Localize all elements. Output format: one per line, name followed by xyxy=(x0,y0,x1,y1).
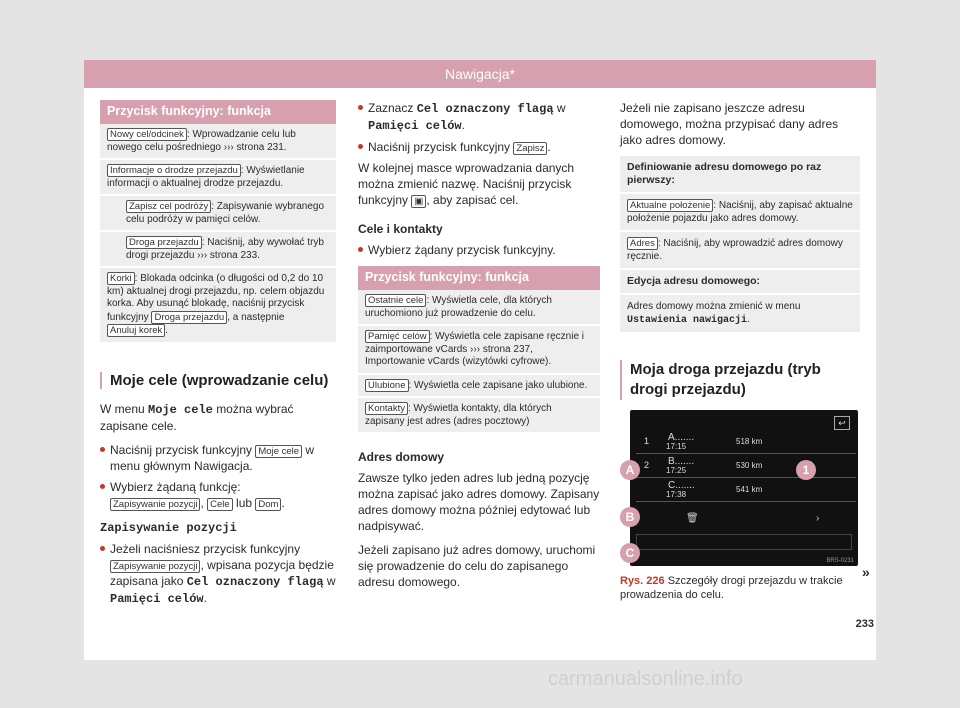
subheading: Adres domowy xyxy=(358,450,445,464)
table-header: Przycisk funkcyjny: funkcja xyxy=(358,266,600,290)
callout-a: A xyxy=(620,460,640,480)
function-key: Nowy cel/odcinek xyxy=(107,128,187,141)
function-key: Zapisz cel podróży xyxy=(126,200,211,213)
function-key: Droga przejazdu xyxy=(126,236,202,249)
route-row: C....... 17:38 541 km xyxy=(636,480,856,502)
route-row xyxy=(636,432,856,454)
callout-b: B xyxy=(620,507,640,527)
column-3 xyxy=(620,100,860,602)
route-toolbar xyxy=(636,510,852,530)
route-row: B....... 17:25 530 km 2 xyxy=(636,456,856,478)
figure-caption: Rys. 226 Szczegóły drogi przejazdu w trakcie prowadzenia do celu. xyxy=(620,575,843,601)
bullet: Jeżeli naciśniesz przycisk funkcyjny Zapisywanie pozycji , wpisana pozycja będzie zapisana jako Cel oznaczony flagą w Pamięci celów. xyxy=(100,541,336,607)
image-code: BRS-0231 xyxy=(826,558,854,564)
box-heading: Definiowanie adresu domowego po raz pierwszy: xyxy=(620,156,860,194)
box-row: Aktualne położenie : Naciśnij, aby zapisać aktualne położenie pojazdu jako adres domowy. xyxy=(620,194,860,232)
watermark: carmanualsonline.info xyxy=(548,668,743,690)
bottom-bar xyxy=(636,534,852,550)
table-header: Przycisk funkcyjny: funkcja xyxy=(100,100,336,124)
table-row: Nowy cel/odcinek : Wprowadzanie celu lub nowego celu pośredniego ››› strona 231. xyxy=(100,124,336,160)
subheading: Zapisywanie pozycji xyxy=(100,520,237,535)
page-number: 233 xyxy=(855,618,874,630)
box-row: Adres domowy można zmienić w menu Ustawienia nawigacji. xyxy=(620,295,860,334)
bullet: Naciśnij przycisk funkcyjny Zapisz . xyxy=(358,139,600,155)
table-row: Pamięć celów : Wyświetla cele zapisane ręcznie i zaimportowane vCards ››› strona 237, Importowanie vCards (wizytówki cyfrowe). xyxy=(358,326,600,375)
table-row: Droga przejazdu : Naciśnij, aby wywołać tryb drogi przejazdu ››› strona 233. xyxy=(100,232,336,268)
paragraph: Zawsze tylko jeden adres lub jedną pozycję można zapisać jako adres domowy. Zapisany adres domowy można później edytować lub nadpisywać. xyxy=(358,471,600,533)
column-2 xyxy=(358,100,600,598)
bullet: Zaznacz Cel oznaczony flagą w Pamięci celów. xyxy=(358,100,600,134)
function-key: Informacje o drodze przejazdu xyxy=(107,164,241,177)
column-1 xyxy=(100,100,336,612)
paragraph: W kolejnej masce wprowadzania danych można zmienić nazwę. Naciśnij przycisk funkcyjny ▣ , aby zapisać cel. xyxy=(358,161,575,207)
callout-c: C xyxy=(620,543,640,563)
table-row: Kontakty : Wyświetla kontakty, dla których zapisany jest adres (adres pocztowy) xyxy=(358,398,600,434)
table-row: Ulubione : Wyświetla cele zapisane jako ulubione. xyxy=(358,375,600,399)
waypoint-number: 1 xyxy=(644,436,650,446)
chevron-right-icon: › xyxy=(816,513,820,524)
trash-icon: 🗑 xyxy=(686,513,699,524)
table-row: Informacje o drodze przejazdu : Wyświetlanie informacji o aktualnej drodze przejazdu. xyxy=(100,160,336,196)
eta-time: 17:15 xyxy=(666,442,687,451)
bullet: Naciśnij przycisk funkcyjny Moje cele w menu głównym Nawigacja. xyxy=(100,442,336,474)
table-row: Ostatnie cele : Wyświetla cele, dla których uruchomiono już prowadzenie do celu. xyxy=(358,290,600,326)
infotainment-screen xyxy=(630,410,858,566)
section-title: Moje cele (wprowadzanie celu) xyxy=(100,372,336,389)
paragraph: Jeżeli nie zapisano jeszcze adresu domowego, można przypisać dany adres jako adres domowy. xyxy=(620,101,839,147)
bullet: Wybierz żądany przycisk funkcyjny. xyxy=(358,242,600,258)
paragraph: W menu Moje cele można wybrać zapisane cele. xyxy=(100,401,294,433)
paragraph: Jeżeli zapisano już adres domowy, uruchomi się prowadzenie do celu do zapisanego adresu domowego. xyxy=(358,543,596,589)
route-screen-figure xyxy=(620,410,860,566)
table-row: Korki : Blokada odcinka (o długości od 0,2 do 10 km) aktualnej drogi przejazdu, np. celem objazdu korka. Aby usunąć blokadę, naciśnij przycisk funkcyjny Droga przejazdu , a następnie Anuluj korek . xyxy=(100,268,336,344)
bullet: Wybierz żądaną funkcję: Zapisywanie pozycji , Cele lub Dom . xyxy=(100,479,336,511)
distance: 518 km xyxy=(736,437,763,446)
page-header: Nawigacja* xyxy=(84,60,876,88)
waypoint-name: A....... xyxy=(668,432,695,443)
back-icon: ↩ xyxy=(834,416,850,430)
save-icon: ▣ xyxy=(411,195,426,208)
table-row: Zapisz cel podróży : Zapisywanie wybranego celu podróży w pamięci celów. xyxy=(100,196,336,232)
section-title: Moja droga przejazdu (tryb drogi przejazdu) xyxy=(620,360,860,400)
callout-1: 1 xyxy=(796,460,816,480)
subheading: Cele i kontakty xyxy=(358,222,443,236)
box-row: Adres : Naciśnij, aby wprowadzić adres domowy ręcznie. xyxy=(620,232,860,270)
next-arrow: » xyxy=(862,564,870,580)
function-key: Korki xyxy=(107,272,135,285)
box-heading: Edycja adresu domowego: xyxy=(620,270,860,295)
